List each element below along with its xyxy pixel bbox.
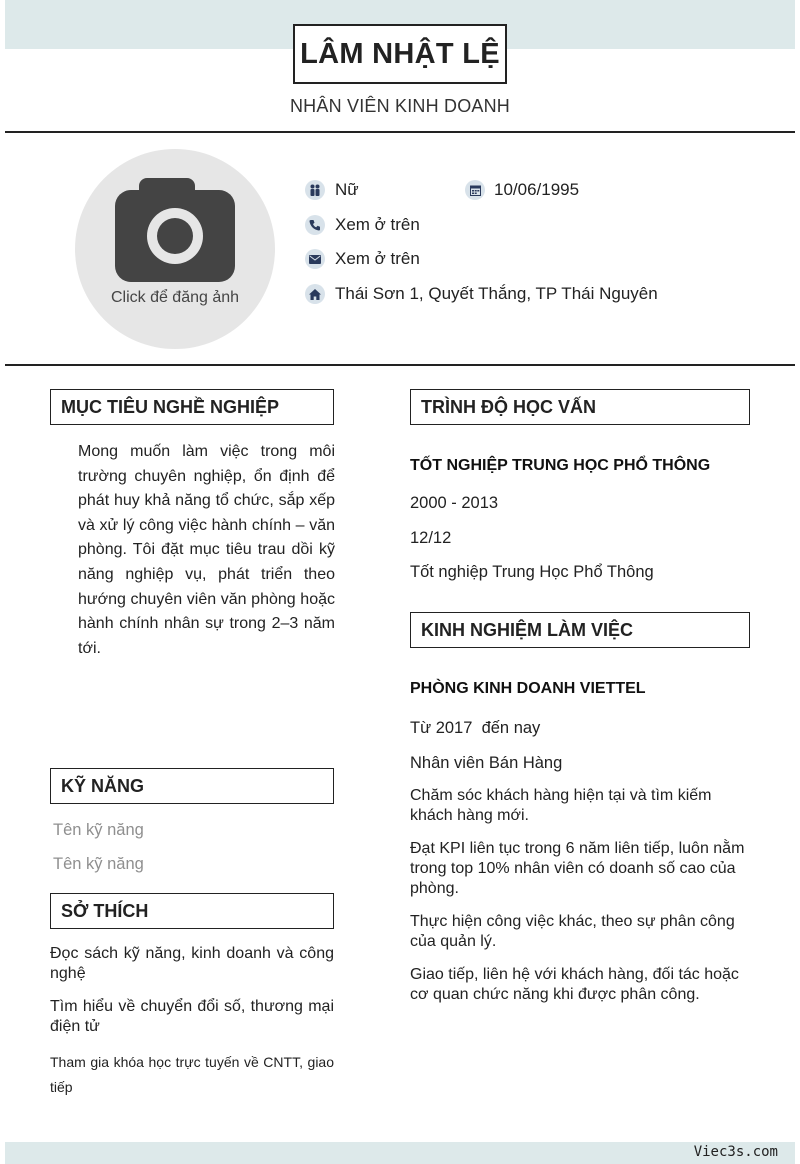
address-row — [305, 284, 658, 304]
camera-icon — [115, 178, 235, 282]
divider — [5, 131, 795, 133]
footer-band — [5, 1142, 795, 1164]
objective-text: Mong muốn làm việc trong môi trường chuyên nghiệp, ổn định để phát huy khả năng tổ chức, sắp xếp và xử lý công việc hành chính – văn phòng. Tôi đặt mục tiêu trau dồi kỹ năng nghiệp vụ, phát triển theo hướng chuyên viên văn phòng hoặc hành chính nhân sự trong 2–3 năm tới. — [78, 443, 335, 657]
hobbies-title: SỞ THÍCH — [61, 900, 149, 921]
education-title: TRÌNH ĐỘ HỌC VẤN — [421, 396, 596, 417]
experience-duty: Đạt KPI liên tục trong 6 năm liên tiếp, luôn nằm trong top 10% nhân viên có doanh số cao của phòng. — [410, 840, 745, 897]
job-title: NHÂN VIÊN KINH DOANH — [289, 96, 511, 116]
education-period: 2000 - 2013 — [410, 494, 499, 512]
education-heading — [410, 389, 750, 425]
address-value: Thái Sơn 1, Quyết Thắng, TP Thái Nguyên — [335, 284, 658, 303]
home-icon — [305, 284, 325, 304]
birthday-value: 10/06/1995 — [494, 180, 580, 199]
skills-heading — [50, 768, 334, 804]
calendar-icon — [465, 180, 485, 200]
phone-row — [305, 215, 420, 235]
education-school: TỐT NGHIỆP TRUNG HỌC PHỔ THÔNG — [410, 457, 711, 474]
hobby-item: Tham gia khóa học trực tuyến về CNTT, giao tiếp — [50, 1054, 334, 1095]
experience-company: PHÒNG KINH DOANH VIETTEL — [410, 680, 646, 697]
name-box — [293, 24, 507, 84]
hobby-item: Tìm hiểu về chuyển đổi số, thương mại điện tử — [50, 998, 334, 1035]
hobby-item: Đọc sách kỹ năng, kinh doanh và công nghệ — [50, 945, 334, 982]
gender-value: Nữ — [335, 180, 359, 199]
divider — [5, 364, 795, 366]
education-degree: Tốt nghiệp Trung Học Phổ Thông — [410, 563, 654, 581]
gender-icon — [305, 180, 325, 200]
email-row — [305, 249, 420, 269]
skills-title: KỸ NĂNG — [61, 775, 145, 796]
experience-heading — [410, 612, 750, 648]
avatar-upload[interactable] — [75, 149, 275, 349]
footer-brand[interactable]: Viec3s.com — [693, 1144, 778, 1160]
objective-heading — [50, 389, 334, 425]
experience-duty: Thực hiện công việc khác, theo sự phân công của quản lý. — [410, 913, 735, 950]
email-icon — [305, 249, 325, 269]
birthday-row — [465, 180, 579, 200]
skill-item: Tên kỹ năng — [53, 855, 144, 873]
candidate-name: LÂM NHẬT LỆ — [300, 37, 500, 70]
experience-duty: Giao tiếp, liên hệ với khách hàng, đối tác hoặc cơ quan chức năng khi được phân công. — [410, 966, 739, 1003]
experience-title: KINH NGHIỆM LÀM VIỆC — [421, 619, 634, 640]
hobbies-heading — [50, 893, 334, 929]
phone-value: Xem ở trên — [335, 215, 420, 234]
experience-period: Từ 2017 đến nay — [410, 719, 541, 737]
experience-duty: Chăm sóc khách hàng hiện tại và tìm kiếm khách hàng mới. — [410, 787, 712, 824]
objective-title: MỤC TIÊU NGHỀ NGHIỆP — [61, 396, 280, 417]
gender-row — [305, 180, 359, 200]
email-value: Xem ở trên — [335, 249, 420, 268]
avatar-caption: Click để đăng ảnh — [110, 289, 240, 306]
skill-item: Tên kỹ năng — [53, 821, 144, 839]
education-grade: 12/12 — [410, 529, 452, 547]
experience-position: Nhân viên Bán Hàng — [410, 754, 563, 772]
phone-icon — [305, 215, 325, 235]
